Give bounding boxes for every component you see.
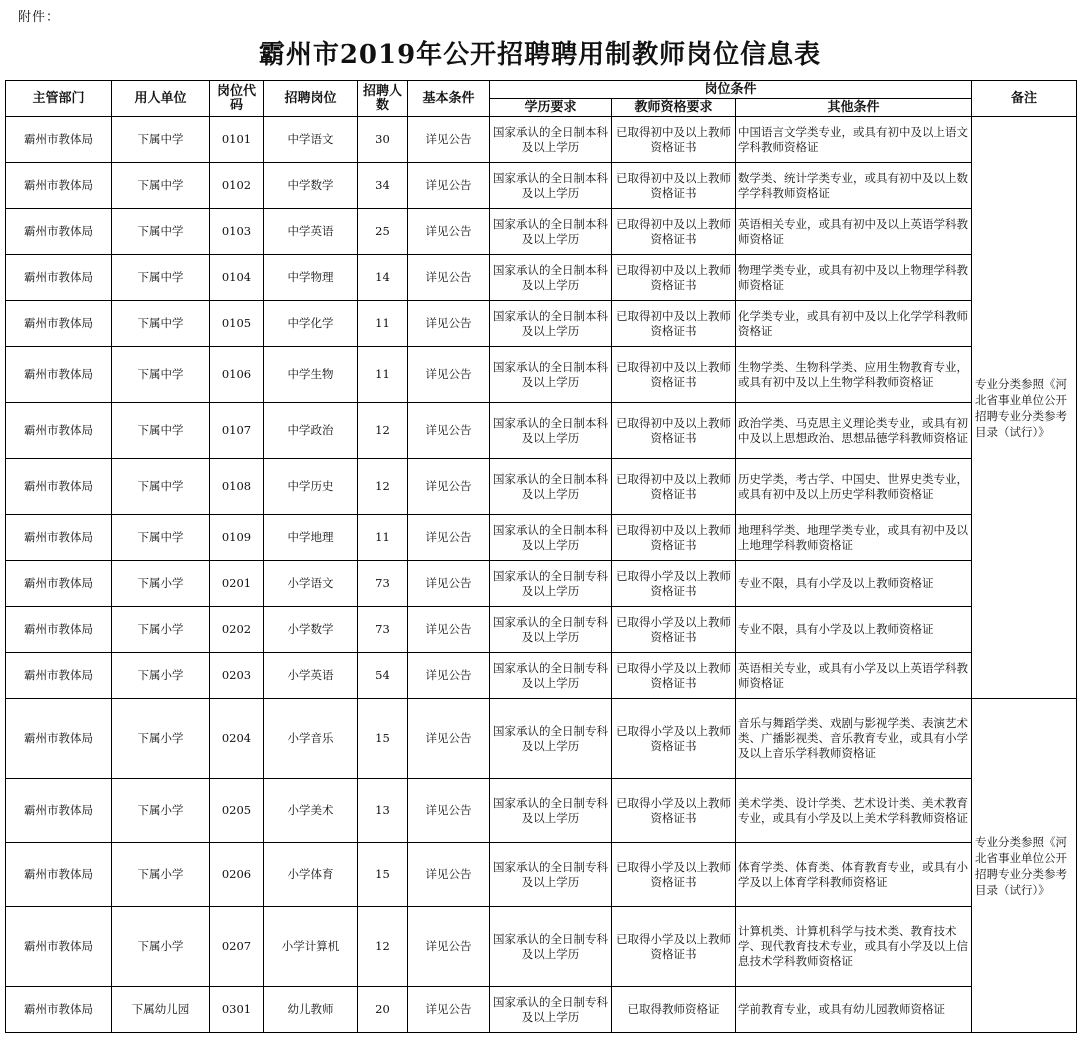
cell-other: 学前教育专业，或具有幼儿园教师资格证 <box>736 987 972 1033</box>
cell-dept: 霸州市教体局 <box>6 699 112 779</box>
cell-unit: 下属小学 <box>112 561 210 607</box>
table-row <box>6 209 1077 255</box>
cell-dept: 霸州市教体局 <box>6 515 112 561</box>
table-row <box>6 163 1077 209</box>
cell-unit: 下属中学 <box>112 403 210 459</box>
header-code: 岗位代码 <box>210 81 264 117</box>
cell-qualification: 已取得初中及以上教师资格证书 <box>612 347 736 403</box>
cell-code: 0207 <box>210 907 264 987</box>
table-row <box>6 459 1077 515</box>
table-row <box>6 907 1077 987</box>
cell-count: 73 <box>358 607 408 653</box>
table-row <box>6 301 1077 347</box>
cell-dept: 霸州市教体局 <box>6 987 112 1033</box>
cell-qualification: 已取得初中及以上教师资格证书 <box>612 403 736 459</box>
cell-qualification: 已取得初中及以上教师资格证书 <box>612 163 736 209</box>
cell-education: 国家承认的全日制本科及以上学历 <box>490 209 612 255</box>
cell-dept: 霸州市教体局 <box>6 403 112 459</box>
cell-education: 国家承认的全日制专科及以上学历 <box>490 779 612 843</box>
cell-other: 专业不限，具有小学及以上教师资格证 <box>736 561 972 607</box>
cell-count: 15 <box>358 843 408 907</box>
cell-post: 中学生物 <box>264 347 358 403</box>
cell-other: 中国语言文学类专业，或具有初中及以上语文学科教师资格证 <box>736 117 972 163</box>
cell-other: 化学类专业，或具有初中及以上化学学科教师资格证 <box>736 301 972 347</box>
table-row <box>6 779 1077 843</box>
cell-unit: 下属中学 <box>112 347 210 403</box>
cell-count: 11 <box>358 515 408 561</box>
header-remark: 备注 <box>972 81 1077 117</box>
cell-dept: 霸州市教体局 <box>6 607 112 653</box>
cell-education: 国家承认的全日制专科及以上学历 <box>490 843 612 907</box>
header-count: 招聘人数 <box>358 81 408 117</box>
cell-qualification: 已取得小学及以上教师资格证书 <box>612 843 736 907</box>
cell-code: 0206 <box>210 843 264 907</box>
cell-other: 专业不限，具有小学及以上教师资格证 <box>736 607 972 653</box>
cell-dept: 霸州市教体局 <box>6 653 112 699</box>
cell-code: 0201 <box>210 561 264 607</box>
cell-basic: 详见公告 <box>408 403 490 459</box>
cell-count: 14 <box>358 255 408 301</box>
attachment-label: 附件： <box>18 10 61 25</box>
cell-unit: 下属中学 <box>112 459 210 515</box>
cell-other: 政治学类、马克思主义理论类专业，或具有初中及以上思想政治、思想品德学科教师资格证 <box>736 403 972 459</box>
cell-post: 小学体育 <box>264 843 358 907</box>
table-row <box>6 347 1077 403</box>
cell-code: 0204 <box>210 699 264 779</box>
cell-unit: 下属小学 <box>112 907 210 987</box>
cell-basic: 详见公告 <box>408 607 490 653</box>
cell-dept: 霸州市教体局 <box>6 907 112 987</box>
cell-count: 12 <box>358 459 408 515</box>
cell-dept: 霸州市教体局 <box>6 163 112 209</box>
cell-qualification: 已取得初中及以上教师资格证书 <box>612 117 736 163</box>
cell-unit: 下属小学 <box>112 699 210 779</box>
cell-count: 73 <box>358 561 408 607</box>
cell-other: 地理科学类、地理学类专业，或具有初中及以上地理学科教师资格证 <box>736 515 972 561</box>
cell-unit: 下属小学 <box>112 779 210 843</box>
cell-unit: 下属幼儿园 <box>112 987 210 1033</box>
cell-dept: 霸州市教体局 <box>6 301 112 347</box>
cell-count: 15 <box>358 699 408 779</box>
header-other: 其他条件 <box>736 99 972 117</box>
cell-post: 幼儿教师 <box>264 987 358 1033</box>
cell-code: 0205 <box>210 779 264 843</box>
cell-post: 小学英语 <box>264 653 358 699</box>
cell-post: 中学数学 <box>264 163 358 209</box>
cell-education: 国家承认的全日制专科及以上学历 <box>490 653 612 699</box>
cell-other: 计算机类、计算机科学与技术类、教育技术学、现代教育技术专业，或具有小学及以上信息技术学科教师资格证 <box>736 907 972 987</box>
cell-dept: 霸州市教体局 <box>6 561 112 607</box>
cell-post: 小学音乐 <box>264 699 358 779</box>
table-row <box>6 987 1077 1033</box>
cell-unit: 下属小学 <box>112 607 210 653</box>
cell-basic: 详见公告 <box>408 347 490 403</box>
header-qualification: 教师资格要求 <box>612 99 736 117</box>
cell-education: 国家承认的全日制本科及以上学历 <box>490 117 612 163</box>
cell-dept: 霸州市教体局 <box>6 255 112 301</box>
cell-other: 物理学类专业，或具有初中及以上物理学科教师资格证 <box>736 255 972 301</box>
cell-basic: 详见公告 <box>408 907 490 987</box>
cell-unit: 下属中学 <box>112 163 210 209</box>
cell-basic: 详见公告 <box>408 255 490 301</box>
cell-education: 国家承认的全日制本科及以上学历 <box>490 403 612 459</box>
cell-code: 0106 <box>210 347 264 403</box>
cell-count: 11 <box>358 301 408 347</box>
table-row <box>6 255 1077 301</box>
page-title: 霸州市2019年公开招聘聘用制教师岗位信息表 <box>258 40 822 70</box>
cell-code: 0104 <box>210 255 264 301</box>
header-dept: 主管部门 <box>6 81 112 117</box>
cell-post: 中学政治 <box>264 403 358 459</box>
cell-qualification: 已取得小学及以上教师资格证书 <box>612 907 736 987</box>
cell-qualification: 已取得初中及以上教师资格证书 <box>612 459 736 515</box>
cell-other: 美术学类、设计学类、艺术设计类、美术教育专业，或具有小学及以上美术学科教师资格证 <box>736 779 972 843</box>
cell-basic: 详见公告 <box>408 987 490 1033</box>
cell-remark: 专业分类参照《河北省事业单位公开招聘专业分类参考目录（试行）》 <box>972 699 1077 1033</box>
cell-qualification: 已取得初中及以上教师资格证书 <box>612 209 736 255</box>
cell-other: 英语相关专业，或具有小学及以上英语学科教师资格证 <box>736 653 972 699</box>
cell-basic: 详见公告 <box>408 561 490 607</box>
cell-other: 音乐与舞蹈学类、戏剧与影视学类、表演艺术类、广播影视类、音乐教育专业，或具有小学及以上音乐学科教师资格证 <box>736 699 972 779</box>
cell-post: 中学英语 <box>264 209 358 255</box>
cell-count: 34 <box>358 163 408 209</box>
header-basic: 基本条件 <box>408 81 490 117</box>
cell-basic: 详见公告 <box>408 653 490 699</box>
cell-count: 12 <box>358 403 408 459</box>
cell-dept: 霸州市教体局 <box>6 209 112 255</box>
cell-count: 20 <box>358 987 408 1033</box>
cell-count: 30 <box>358 117 408 163</box>
cell-qualification: 已取得小学及以上教师资格证书 <box>612 699 736 779</box>
table-row <box>6 561 1077 607</box>
cell-basic: 详见公告 <box>408 515 490 561</box>
header-conditions: 岗位条件 <box>490 81 972 99</box>
header-unit: 用人单位 <box>112 81 210 117</box>
cell-count: 25 <box>358 209 408 255</box>
table-row <box>6 117 1077 163</box>
cell-unit: 下属中学 <box>112 301 210 347</box>
cell-code: 0102 <box>210 163 264 209</box>
cell-qualification: 已取得教师资格证 <box>612 987 736 1033</box>
cell-dept: 霸州市教体局 <box>6 347 112 403</box>
header-post: 招聘岗位 <box>264 81 358 117</box>
cell-code: 0301 <box>210 987 264 1033</box>
cell-count: 54 <box>358 653 408 699</box>
cell-education: 国家承认的全日制专科及以上学历 <box>490 699 612 779</box>
cell-qualification: 已取得小学及以上教师资格证书 <box>612 561 736 607</box>
table-row <box>6 699 1077 779</box>
cell-education: 国家承认的全日制本科及以上学历 <box>490 459 612 515</box>
cell-education: 国家承认的全日制专科及以上学历 <box>490 561 612 607</box>
cell-basic: 详见公告 <box>408 209 490 255</box>
cell-post: 中学语文 <box>264 117 358 163</box>
cell-dept: 霸州市教体局 <box>6 117 112 163</box>
cell-education: 国家承认的全日制专科及以上学历 <box>490 907 612 987</box>
table-row <box>6 515 1077 561</box>
cell-education: 国家承认的全日制本科及以上学历 <box>490 255 612 301</box>
cell-other: 生物学类、生物科学类、应用生物教育专业，或具有初中及以上生物学科教师资格证 <box>736 347 972 403</box>
cell-count: 12 <box>358 907 408 987</box>
cell-other: 体育学类、体育类、体育教育专业，或具有小学及以上体育学科教师资格证 <box>736 843 972 907</box>
cell-basic: 详见公告 <box>408 699 490 779</box>
cell-education: 国家承认的全日制本科及以上学历 <box>490 163 612 209</box>
cell-code: 0103 <box>210 209 264 255</box>
cell-code: 0108 <box>210 459 264 515</box>
recruitment-table <box>5 80 1077 1033</box>
cell-post: 中学历史 <box>264 459 358 515</box>
cell-qualification: 已取得小学及以上教师资格证书 <box>612 607 736 653</box>
cell-education: 国家承认的全日制本科及以上学历 <box>490 301 612 347</box>
cell-post: 小学计算机 <box>264 907 358 987</box>
cell-code: 0202 <box>210 607 264 653</box>
cell-basic: 详见公告 <box>408 163 490 209</box>
cell-other: 英语相关专业，或具有初中及以上英语学科教师资格证 <box>736 209 972 255</box>
cell-code: 0107 <box>210 403 264 459</box>
header-education: 学历要求 <box>490 99 612 117</box>
cell-unit: 下属中学 <box>112 515 210 561</box>
cell-unit: 下属小学 <box>112 653 210 699</box>
cell-education: 国家承认的全日制本科及以上学历 <box>490 515 612 561</box>
cell-code: 0109 <box>210 515 264 561</box>
cell-dept: 霸州市教体局 <box>6 459 112 515</box>
cell-education: 国家承认的全日制本科及以上学历 <box>490 347 612 403</box>
cell-basic: 详见公告 <box>408 459 490 515</box>
cell-basic: 详见公告 <box>408 301 490 347</box>
cell-qualification: 已取得小学及以上教师资格证书 <box>612 653 736 699</box>
cell-dept: 霸州市教体局 <box>6 843 112 907</box>
cell-code: 0203 <box>210 653 264 699</box>
cell-qualification: 已取得初中及以上教师资格证书 <box>612 301 736 347</box>
cell-code: 0101 <box>210 117 264 163</box>
cell-post: 中学地理 <box>264 515 358 561</box>
cell-education: 国家承认的全日制专科及以上学历 <box>490 607 612 653</box>
table-row <box>6 653 1077 699</box>
table-row <box>6 843 1077 907</box>
cell-other: 数学类、统计学类专业，或具有初中及以上数学学科教师资格证 <box>736 163 972 209</box>
cell-qualification: 已取得初中及以上教师资格证书 <box>612 255 736 301</box>
cell-remark: 专业分类参照《河北省事业单位公开招聘专业分类参考目录（试行）》 <box>972 117 1077 699</box>
cell-education: 国家承认的全日制专科及以上学历 <box>490 987 612 1033</box>
cell-post: 小学语文 <box>264 561 358 607</box>
table-row <box>6 403 1077 459</box>
cell-unit: 下属中学 <box>112 209 210 255</box>
table-body <box>6 117 1077 1033</box>
cell-unit: 下属中学 <box>112 255 210 301</box>
cell-post: 小学数学 <box>264 607 358 653</box>
cell-basic: 详见公告 <box>408 117 490 163</box>
cell-qualification: 已取得初中及以上教师资格证书 <box>612 515 736 561</box>
cell-dept: 霸州市教体局 <box>6 779 112 843</box>
cell-post: 中学化学 <box>264 301 358 347</box>
cell-code: 0105 <box>210 301 264 347</box>
cell-unit: 下属小学 <box>112 843 210 907</box>
cell-post: 小学美术 <box>264 779 358 843</box>
table-row <box>6 607 1077 653</box>
cell-basic: 详见公告 <box>408 779 490 843</box>
cell-unit: 下属中学 <box>112 117 210 163</box>
cell-other: 历史学类，考古学、中国史、世界史类专业，或具有初中及以上历史学科教师资格证 <box>736 459 972 515</box>
cell-basic: 详见公告 <box>408 843 490 907</box>
cell-qualification: 已取得小学及以上教师资格证书 <box>612 779 736 843</box>
cell-count: 13 <box>358 779 408 843</box>
cell-post: 中学物理 <box>264 255 358 301</box>
cell-count: 11 <box>358 347 408 403</box>
